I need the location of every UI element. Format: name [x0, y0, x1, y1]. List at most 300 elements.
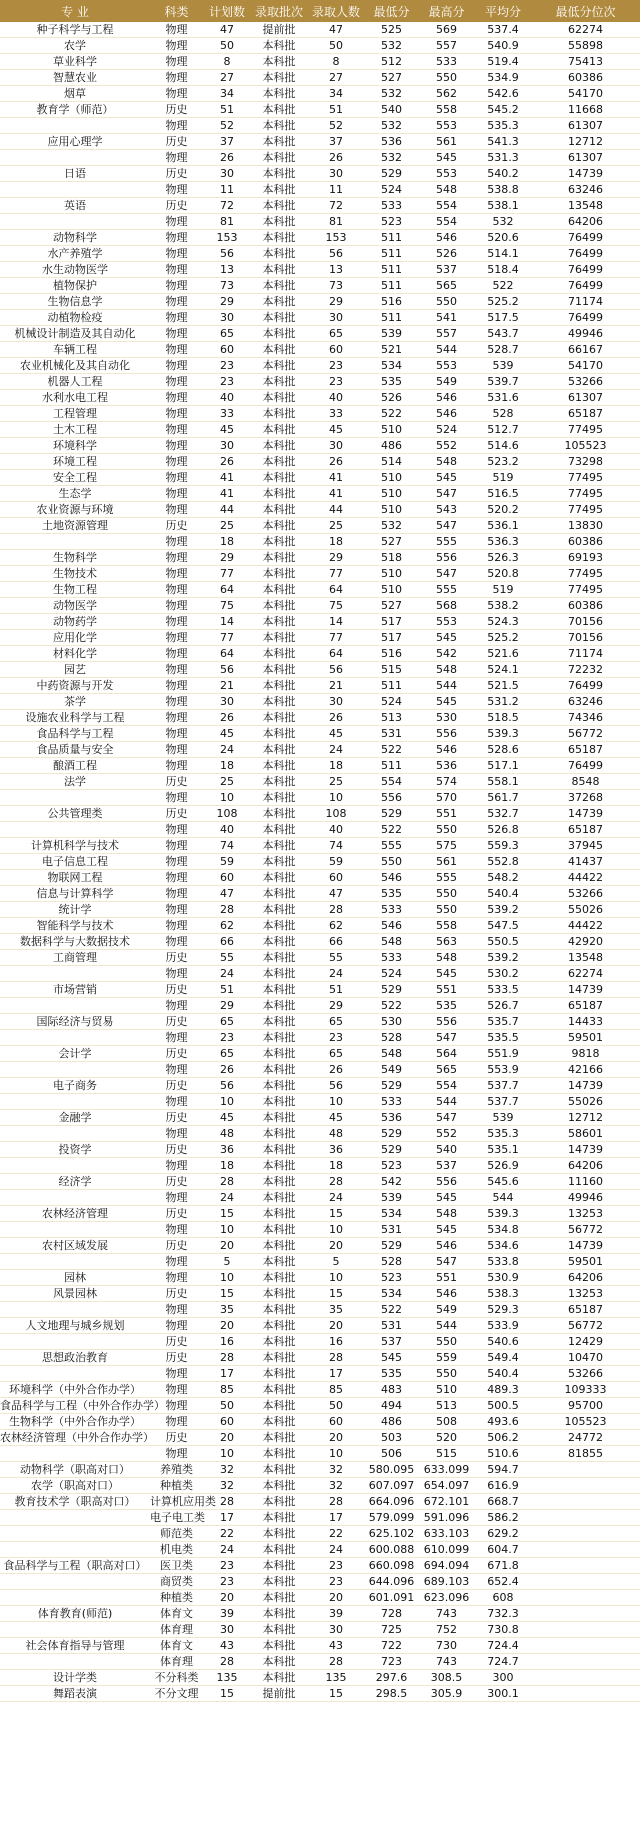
cell-min-score: 533 [365, 902, 418, 918]
cell-avg-score: 671.8 [475, 1558, 531, 1574]
cell-avg-score: 514.1 [475, 246, 531, 262]
cell-admitted-count: 20 [307, 1430, 365, 1446]
cell-min-rank: 76499 [531, 678, 640, 694]
cell-min-rank: 70156 [531, 630, 640, 646]
cell-category: 物理 [150, 86, 203, 102]
cell-max-score: 545 [418, 470, 475, 486]
cell-plan-count: 20 [203, 1238, 251, 1254]
cell-min-rank: 76499 [531, 758, 640, 774]
cell-min-rank: 60386 [531, 598, 640, 614]
cell-plan-count: 36 [203, 1142, 251, 1158]
cell-admitted-count: 30 [307, 1622, 365, 1638]
cell-min-score: 546 [365, 918, 418, 934]
cell-batch: 本科批 [251, 1670, 307, 1686]
cell-avg-score: 526.3 [475, 550, 531, 566]
cell-max-score: 546 [418, 1238, 475, 1254]
cell-admitted-count: 10 [307, 1270, 365, 1286]
cell-category: 历史 [150, 1350, 203, 1366]
cell-min-rank [531, 1590, 640, 1606]
cell-min-rank: 77495 [531, 502, 640, 518]
table-row [0, 1174, 640, 1190]
cell-min-rank: 77495 [531, 470, 640, 486]
table-row [0, 902, 640, 918]
cell-major: 电子信息工程 [0, 854, 150, 870]
cell-min-score: 527 [365, 598, 418, 614]
cell-max-score: 541 [418, 310, 475, 326]
cell-avg-score: 533.8 [475, 1254, 531, 1270]
cell-plan-count: 40 [203, 390, 251, 406]
cell-min-rank: 12429 [531, 1334, 640, 1350]
cell-min-score: 510 [365, 422, 418, 438]
cell-plan-count: 24 [203, 742, 251, 758]
cell-avg-score: 533.9 [475, 1318, 531, 1334]
cell-max-score: 552 [418, 1126, 475, 1142]
cell-category: 物理 [150, 1382, 203, 1398]
cell-max-score: 554 [418, 198, 475, 214]
cell-avg-score: 520.8 [475, 566, 531, 582]
cell-avg-score: 538.1 [475, 198, 531, 214]
cell-major [0, 1190, 150, 1206]
cell-min-rank: 14433 [531, 1014, 640, 1030]
table-body [0, 22, 640, 1702]
cell-max-score: 570 [418, 790, 475, 806]
table-row [0, 438, 640, 454]
cell-major: 农林经济管理 [0, 1206, 150, 1222]
cell-major: 环境科学（中外合作办学） [0, 1382, 150, 1398]
cell-min-rank: 56772 [531, 726, 640, 742]
cell-min-score: 524 [365, 966, 418, 982]
table-row [0, 1574, 640, 1590]
cell-admitted-count: 28 [307, 1174, 365, 1190]
cell-batch: 本科批 [251, 1126, 307, 1142]
cell-avg-score: 535.1 [475, 1142, 531, 1158]
cell-min-rank: 105523 [531, 1414, 640, 1430]
cell-avg-score: 539.2 [475, 950, 531, 966]
cell-admitted-count: 15 [307, 1206, 365, 1222]
cell-admitted-count: 75 [307, 598, 365, 614]
cell-min-rank: 13548 [531, 198, 640, 214]
cell-min-score: 722 [365, 1638, 418, 1654]
table-row [0, 566, 640, 582]
cell-batch: 本科批 [251, 710, 307, 726]
cell-category: 机电类 [150, 1542, 203, 1558]
cell-category: 历史 [150, 198, 203, 214]
cell-major: 动物药学 [0, 614, 150, 630]
cell-max-score: 544 [418, 1318, 475, 1334]
cell-batch: 本科批 [251, 422, 307, 438]
table-row [0, 694, 640, 710]
cell-min-score: 535 [365, 374, 418, 390]
cell-batch: 本科批 [251, 1462, 307, 1478]
cell-avg-score: 539.7 [475, 374, 531, 390]
cell-admitted-count: 30 [307, 166, 365, 182]
cell-plan-count: 30 [203, 1622, 251, 1638]
cell-plan-count: 20 [203, 1430, 251, 1446]
cell-major: 动物科学 [0, 230, 150, 246]
cell-avg-score: 551.9 [475, 1046, 531, 1062]
cell-min-rank: 14739 [531, 1238, 640, 1254]
cell-plan-count: 75 [203, 598, 251, 614]
cell-plan-count: 29 [203, 294, 251, 310]
cell-avg-score: 524.1 [475, 662, 531, 678]
cell-avg-score: 531.2 [475, 694, 531, 710]
cell-major: 统计学 [0, 902, 150, 918]
cell-min-score: 531 [365, 1222, 418, 1238]
cell-admitted-count: 43 [307, 1638, 365, 1654]
cell-major: 智能科学与技术 [0, 918, 150, 934]
cell-category: 物理 [150, 1318, 203, 1334]
cell-batch: 提前批 [251, 22, 307, 38]
cell-major: 体育教育(师范) [0, 1606, 150, 1622]
table-row [0, 406, 640, 422]
cell-batch: 本科批 [251, 182, 307, 198]
cell-major: 酿酒工程 [0, 758, 150, 774]
cell-batch: 本科批 [251, 70, 307, 86]
cell-max-score: 545 [418, 694, 475, 710]
cell-max-score: 546 [418, 1286, 475, 1302]
cell-major [0, 1526, 150, 1542]
cell-plan-count: 23 [203, 374, 251, 390]
cell-batch: 本科批 [251, 278, 307, 294]
cell-max-score: 551 [418, 982, 475, 998]
cell-admitted-count: 26 [307, 150, 365, 166]
cell-min-rank: 8548 [531, 774, 640, 790]
cell-max-score: 530 [418, 710, 475, 726]
cell-min-score: 556 [365, 790, 418, 806]
cell-admitted-count: 74 [307, 838, 365, 854]
cell-major: 农村区域发展 [0, 1238, 150, 1254]
cell-major: 植物保护 [0, 278, 150, 294]
cell-admitted-count: 41 [307, 470, 365, 486]
cell-plan-count: 15 [203, 1206, 251, 1222]
cell-category: 物理 [150, 726, 203, 742]
cell-avg-score: 537.7 [475, 1078, 531, 1094]
cell-max-score: 533 [418, 54, 475, 70]
cell-min-score: 522 [365, 1302, 418, 1318]
cell-min-rank: 70156 [531, 614, 640, 630]
cell-major: 应用心理学 [0, 134, 150, 150]
cell-plan-count: 29 [203, 550, 251, 566]
cell-min-score: 536 [365, 134, 418, 150]
cell-max-score: 556 [418, 550, 475, 566]
cell-max-score: 555 [418, 870, 475, 886]
cell-category: 物理 [150, 870, 203, 886]
cell-max-score: 694.094 [418, 1558, 475, 1574]
table-row [0, 70, 640, 86]
cell-min-rank: 37945 [531, 838, 640, 854]
cell-admitted-count: 15 [307, 1286, 365, 1302]
cell-max-score: 550 [418, 886, 475, 902]
cell-min-score: 601.091 [365, 1590, 418, 1606]
cell-max-score: 550 [418, 1366, 475, 1382]
cell-min-rank: 24772 [531, 1430, 640, 1446]
cell-plan-count: 26 [203, 454, 251, 470]
cell-min-rank: 75413 [531, 54, 640, 70]
cell-max-score: 540 [418, 1142, 475, 1158]
cell-max-score: 556 [418, 726, 475, 742]
cell-batch: 本科批 [251, 438, 307, 454]
cell-batch: 本科批 [251, 1494, 307, 1510]
cell-category: 物理 [150, 454, 203, 470]
cell-max-score: 610.099 [418, 1542, 475, 1558]
cell-plan-count: 32 [203, 1478, 251, 1494]
table-row [0, 150, 640, 166]
cell-batch: 本科批 [251, 1334, 307, 1350]
cell-batch: 本科批 [251, 1542, 307, 1558]
cell-max-score: 547 [418, 486, 475, 502]
cell-plan-count: 27 [203, 70, 251, 86]
cell-category: 医卫类 [150, 1558, 203, 1574]
cell-plan-count: 24 [203, 966, 251, 982]
cell-major: 园艺 [0, 662, 150, 678]
cell-batch: 本科批 [251, 1590, 307, 1606]
cell-batch: 本科批 [251, 742, 307, 758]
table-row [0, 774, 640, 790]
cell-major: 法学 [0, 774, 150, 790]
cell-min-score: 539 [365, 326, 418, 342]
cell-category: 物理 [150, 54, 203, 70]
table-row [0, 310, 640, 326]
table-row [0, 886, 640, 902]
cell-admitted-count: 10 [307, 1446, 365, 1462]
table-row [0, 246, 640, 262]
cell-major: 应用化学 [0, 630, 150, 646]
cell-min-score: 517 [365, 614, 418, 630]
cell-min-score: 518 [365, 550, 418, 566]
cell-min-score: 528 [365, 1254, 418, 1270]
cell-max-score: 554 [418, 1078, 475, 1094]
cell-admitted-count: 73 [307, 278, 365, 294]
cell-plan-count: 28 [203, 1654, 251, 1670]
cell-min-rank: 55026 [531, 902, 640, 918]
cell-max-score: 556 [418, 1014, 475, 1030]
cell-category: 物理 [150, 918, 203, 934]
cell-max-score: 537 [418, 262, 475, 278]
cell-major: 动物科学（职高对口） [0, 1462, 150, 1478]
cell-batch: 本科批 [251, 726, 307, 742]
cell-max-score: 549 [418, 1302, 475, 1318]
table-row [0, 1078, 640, 1094]
cell-plan-count: 60 [203, 342, 251, 358]
cell-plan-count: 24 [203, 1542, 251, 1558]
cell-min-score: 660.098 [365, 1558, 418, 1574]
cell-plan-count: 23 [203, 1574, 251, 1590]
cell-avg-score: 540.2 [475, 166, 531, 182]
cell-batch: 本科批 [251, 294, 307, 310]
table-row [0, 1062, 640, 1078]
cell-batch: 本科批 [251, 1382, 307, 1398]
cell-admitted-count: 85 [307, 1382, 365, 1398]
cell-min-score: 537 [365, 1334, 418, 1350]
header-category: 科类 [164, 4, 189, 19]
cell-admitted-count: 20 [307, 1318, 365, 1334]
cell-min-rank: 65187 [531, 1302, 640, 1318]
cell-admitted-count: 24 [307, 742, 365, 758]
cell-plan-count: 15 [203, 1286, 251, 1302]
cell-plan-count: 65 [203, 1014, 251, 1030]
header-batch: 录取批次 [254, 4, 303, 19]
cell-category: 物理 [150, 1446, 203, 1462]
cell-admitted-count: 18 [307, 534, 365, 550]
table-row [0, 1446, 640, 1462]
cell-major [0, 966, 150, 982]
cell-batch: 本科批 [251, 1030, 307, 1046]
cell-min-rank: 109333 [531, 1382, 640, 1398]
cell-plan-count: 56 [203, 662, 251, 678]
cell-category: 体育文 [150, 1638, 203, 1654]
cell-plan-count: 51 [203, 982, 251, 998]
cell-min-rank: 105523 [531, 438, 640, 454]
table-row [0, 1478, 640, 1494]
cell-admitted-count: 60 [307, 870, 365, 886]
cell-admitted-count: 26 [307, 1062, 365, 1078]
table-row [0, 550, 640, 566]
cell-min-score: 579.099 [365, 1510, 418, 1526]
cell-admitted-count: 17 [307, 1366, 365, 1382]
cell-min-rank: 64206 [531, 1270, 640, 1286]
cell-plan-count: 28 [203, 1174, 251, 1190]
table-row [0, 198, 640, 214]
cell-min-score: 532 [365, 38, 418, 54]
cell-batch: 本科批 [251, 470, 307, 486]
cell-max-score: 546 [418, 390, 475, 406]
cell-category: 物理 [150, 310, 203, 326]
table-row [0, 710, 640, 726]
cell-major: 车辆工程 [0, 342, 150, 358]
cell-min-rank: 65187 [531, 998, 640, 1014]
cell-major: 环境工程 [0, 454, 150, 470]
cell-batch: 本科批 [251, 1094, 307, 1110]
cell-category: 物理 [150, 662, 203, 678]
table-row [0, 726, 640, 742]
table-row [0, 870, 640, 886]
cell-min-score: 503 [365, 1430, 418, 1446]
cell-min-rank: 60386 [531, 534, 640, 550]
cell-batch: 本科批 [251, 198, 307, 214]
cell-min-score: 555 [365, 838, 418, 854]
cell-batch: 本科批 [251, 486, 307, 502]
cell-plan-count: 30 [203, 310, 251, 326]
cell-min-score: 535 [365, 886, 418, 902]
cell-admitted-count: 32 [307, 1478, 365, 1494]
cell-category: 物理 [150, 1398, 203, 1414]
cell-batch: 本科批 [251, 1046, 307, 1062]
cell-max-score: 558 [418, 918, 475, 934]
cell-avg-score: 510.6 [475, 1446, 531, 1462]
cell-batch: 本科批 [251, 1286, 307, 1302]
cell-category: 物理 [150, 246, 203, 262]
cell-category: 物理 [150, 406, 203, 422]
cell-plan-count: 10 [203, 1446, 251, 1462]
cell-plan-count: 23 [203, 358, 251, 374]
cell-plan-count: 45 [203, 726, 251, 742]
table-row [0, 678, 640, 694]
cell-max-score: 545 [418, 630, 475, 646]
cell-avg-score: 541.3 [475, 134, 531, 150]
cell-min-rank: 13548 [531, 950, 640, 966]
table-row [0, 294, 640, 310]
cell-min-score: 600.088 [365, 1542, 418, 1558]
cell-avg-score: 512.7 [475, 422, 531, 438]
cell-avg-score: 549.4 [475, 1350, 531, 1366]
cell-batch: 本科批 [251, 150, 307, 166]
cell-category: 体育理 [150, 1654, 203, 1670]
cell-avg-score: 521.5 [475, 678, 531, 694]
cell-category: 物理 [150, 1222, 203, 1238]
cell-batch: 本科批 [251, 1446, 307, 1462]
cell-major: 金融学 [0, 1110, 150, 1126]
cell-batch: 本科批 [251, 454, 307, 470]
cell-major [0, 1062, 150, 1078]
cell-category: 物理 [150, 358, 203, 374]
cell-avg-score: 548.2 [475, 870, 531, 886]
cell-plan-count: 28 [203, 1350, 251, 1366]
cell-avg-score: 545.6 [475, 1174, 531, 1190]
cell-plan-count: 41 [203, 486, 251, 502]
cell-min-score: 523 [365, 214, 418, 230]
cell-min-rank: 13830 [531, 518, 640, 534]
cell-batch: 本科批 [251, 1510, 307, 1526]
cell-major: 食品科学与工程 [0, 726, 150, 742]
cell-batch: 本科批 [251, 38, 307, 54]
cell-batch: 本科批 [251, 1622, 307, 1638]
cell-plan-count: 29 [203, 998, 251, 1014]
cell-max-score: 569 [418, 22, 475, 38]
cell-major [0, 822, 150, 838]
cell-category: 历史 [150, 102, 203, 118]
cell-major: 公共管理类 [0, 806, 150, 822]
cell-batch: 本科批 [251, 998, 307, 1014]
cell-plan-count: 37 [203, 134, 251, 150]
cell-batch: 本科批 [251, 1574, 307, 1590]
cell-major: 国际经济与贸易 [0, 1014, 150, 1030]
cell-max-score: 550 [418, 902, 475, 918]
cell-admitted-count: 77 [307, 566, 365, 582]
cell-avg-score: 594.7 [475, 1462, 531, 1478]
cell-min-rank: 59501 [531, 1254, 640, 1270]
cell-min-score: 534 [365, 358, 418, 374]
cell-max-score: 550 [418, 294, 475, 310]
cell-min-rank [531, 1606, 640, 1622]
cell-major: 教育技术学（职高对口） [0, 1494, 150, 1510]
cell-major [0, 1542, 150, 1558]
cell-min-rank: 10470 [531, 1350, 640, 1366]
cell-batch: 本科批 [251, 1158, 307, 1174]
cell-category: 历史 [150, 1238, 203, 1254]
cell-min-score: 511 [365, 230, 418, 246]
cell-max-score: 550 [418, 1334, 475, 1350]
cell-min-rank: 74346 [531, 710, 640, 726]
cell-max-score: 553 [418, 358, 475, 374]
cell-batch: 本科批 [251, 582, 307, 598]
cell-plan-count: 43 [203, 1638, 251, 1654]
cell-category: 物理 [150, 38, 203, 54]
table-row [0, 182, 640, 198]
cell-max-score: 520 [418, 1430, 475, 1446]
table-row [0, 518, 640, 534]
cell-category: 物理 [150, 1030, 203, 1046]
cell-max-score: 508 [418, 1414, 475, 1430]
cell-major [0, 790, 150, 806]
cell-avg-score: 516.5 [475, 486, 531, 502]
table-row [0, 1030, 640, 1046]
cell-major: 会计学 [0, 1046, 150, 1062]
cell-admitted-count: 47 [307, 886, 365, 902]
cell-major: 数据科学与大数据技术 [0, 934, 150, 950]
cell-category: 体育文 [150, 1606, 203, 1622]
cell-max-score: 672.101 [418, 1494, 475, 1510]
cell-admitted-count: 11 [307, 182, 365, 198]
